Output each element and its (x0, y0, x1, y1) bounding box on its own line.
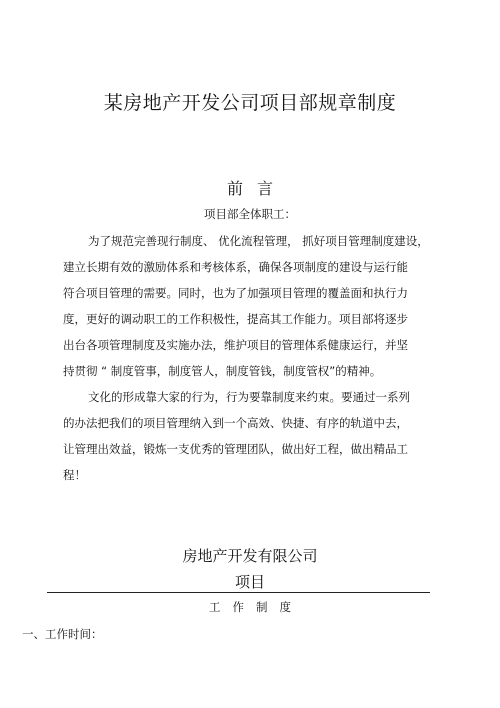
preface-line-1: 为了规范完善现行制度、 优化流程管理， 抓好项目管理制度建设， (88, 234, 429, 248)
preface-line-2: 建立长期有效的激励体系和考核体系，确保各项制度的建设与运行能 (63, 260, 408, 274)
preface-line-10: 程！ (63, 468, 86, 482)
preface-line-6: 持贯彻 “ 制度管事，制度管人，制度管钱，制度管权”的精神。 (63, 364, 382, 378)
preface-line-9: 让管理出效益，锻炼一支优秀的管理团队，做出好工程，做出精品工 (63, 442, 408, 456)
preface-line-8: 的办法把我们的项目管理纳入到一个高效、快捷、有序的轨道中去， (63, 416, 408, 430)
preface-line-4: 度，更好的调动职工的工作积极性，提高其工作能力。项目部将逐步 (63, 312, 408, 326)
company-name: 房地产开发有限公司 (182, 547, 318, 565)
preface-greeting: 项目部全体职工： (204, 207, 296, 221)
preface-line-5: 出台各项管理制度及实施办法，维护项目的管理体系健康运行，并坚 (63, 338, 408, 352)
regulations-subtitle: 工作制度 (209, 600, 303, 614)
preface-heading: 前言 (226, 179, 287, 198)
department-name: 项目 (234, 573, 265, 591)
preface-line-3: 符合项目管理的需要。同时，也为了加强项目管理的覆盖面和执行力 (63, 286, 408, 300)
header-divider (47, 592, 430, 593)
section-heading: 一、工作时间： (22, 627, 103, 641)
document-title: 某房地产开发公司项目部规章制度 (103, 92, 397, 114)
preface-line-7: 文化的形成靠大家的行为，行为要靠制度来约束。要通过一系列 (88, 390, 410, 404)
